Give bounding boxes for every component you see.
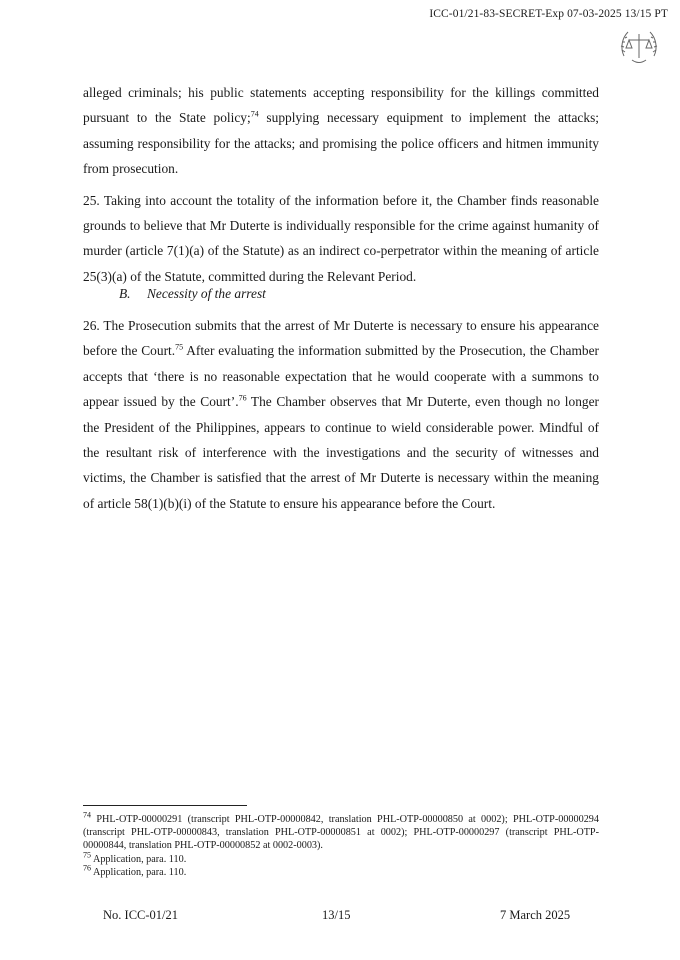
footnote-ref-75[interactable]: 75 — [175, 342, 184, 352]
footnote-ref-74[interactable]: 74 — [250, 109, 259, 119]
section-heading-title: Necessity of the arrest — [147, 286, 266, 301]
footnote-divider — [83, 805, 247, 806]
section-heading-number: B. — [119, 286, 131, 301]
body-text-upper — [83, 80, 599, 295]
footnotes — [83, 810, 599, 879]
footnote-75: $^{75}$ Application, para. 110. — [83, 850, 187, 865]
footer-case-number: No. ICC-01/21 — [103, 908, 178, 922]
footer-page-number: 13/15 — [322, 908, 351, 922]
footnote-74: $^{74}$ PHL-OTP-00000291 (transcript PHL-OTP-00000842, translation PHL-OTP-00000850 at 0002); PHL-OTP-00000294 (transcript PHL-OTP-00000843, translation PHL-OTP-00000851 at 0002); PHL-OTP-00000297 (transcript PHL-OTP-00000844, translation PHL-OTP-00000852 at 0002-0003). — [83, 810, 599, 852]
footnote-76: $^{76}$ Application, para. 110. — [83, 863, 187, 878]
section-heading — [119, 286, 266, 302]
paragraph-25: 25. Taking into account the totality of the information before it, the Chamber finds reasonable grounds to believe that Mr Duterte is individually responsible for the crime against humanity of murder (article 7(1)(a) of the Statute) as an indirect co-perpetrator within the meaning of article 25(3)(a) of the Statute, committed during the Relevant Period. — [83, 192, 599, 284]
paragraph-continuation: alleged criminals; his public statements accepting responsibility for the killings committed pursuant to the State policy;$^{74}$ supplying necessary equipment to implement the attacks; assuming responsibility for the attacks; and promising the police officers and hitmen immunity from prosecution. — [83, 85, 599, 177]
paragraph-26: 26. The Prosecution submits that the arrest of Mr Duterte is necessary to ensure his appearance before the Court.$^{75}$ After evaluating the information submitted by the Prosecution, the Chamber accepts that ‘there is no reasonable expectation that he would cooperate with a summons to appear issued by the Court’.$^{76}$ The Chamber observes that Mr Duterte, even though no longer the President of the Philippines, appears to continue to wield considerable power. Mindful of the resultant risk of interference with the investigations and the security of witnesses and victims, the Chamber is satisfied that the arrest of Mr Duterte is necessary within the meaning of article 58(1)(b)(i) of the Statute to ensure his appearance before the Court. — [83, 318, 599, 511]
footer-date: 7 March 2025 — [500, 908, 571, 922]
footnote-ref-76[interactable]: 76 — [238, 393, 247, 403]
icc-scales-laurel-logo — [618, 26, 660, 68]
body-text-lower — [83, 313, 599, 522]
document-reference-header: ICC-01/21-83-SECRET-Exp 07-03-2025 13/15 PT — [429, 8, 668, 20]
